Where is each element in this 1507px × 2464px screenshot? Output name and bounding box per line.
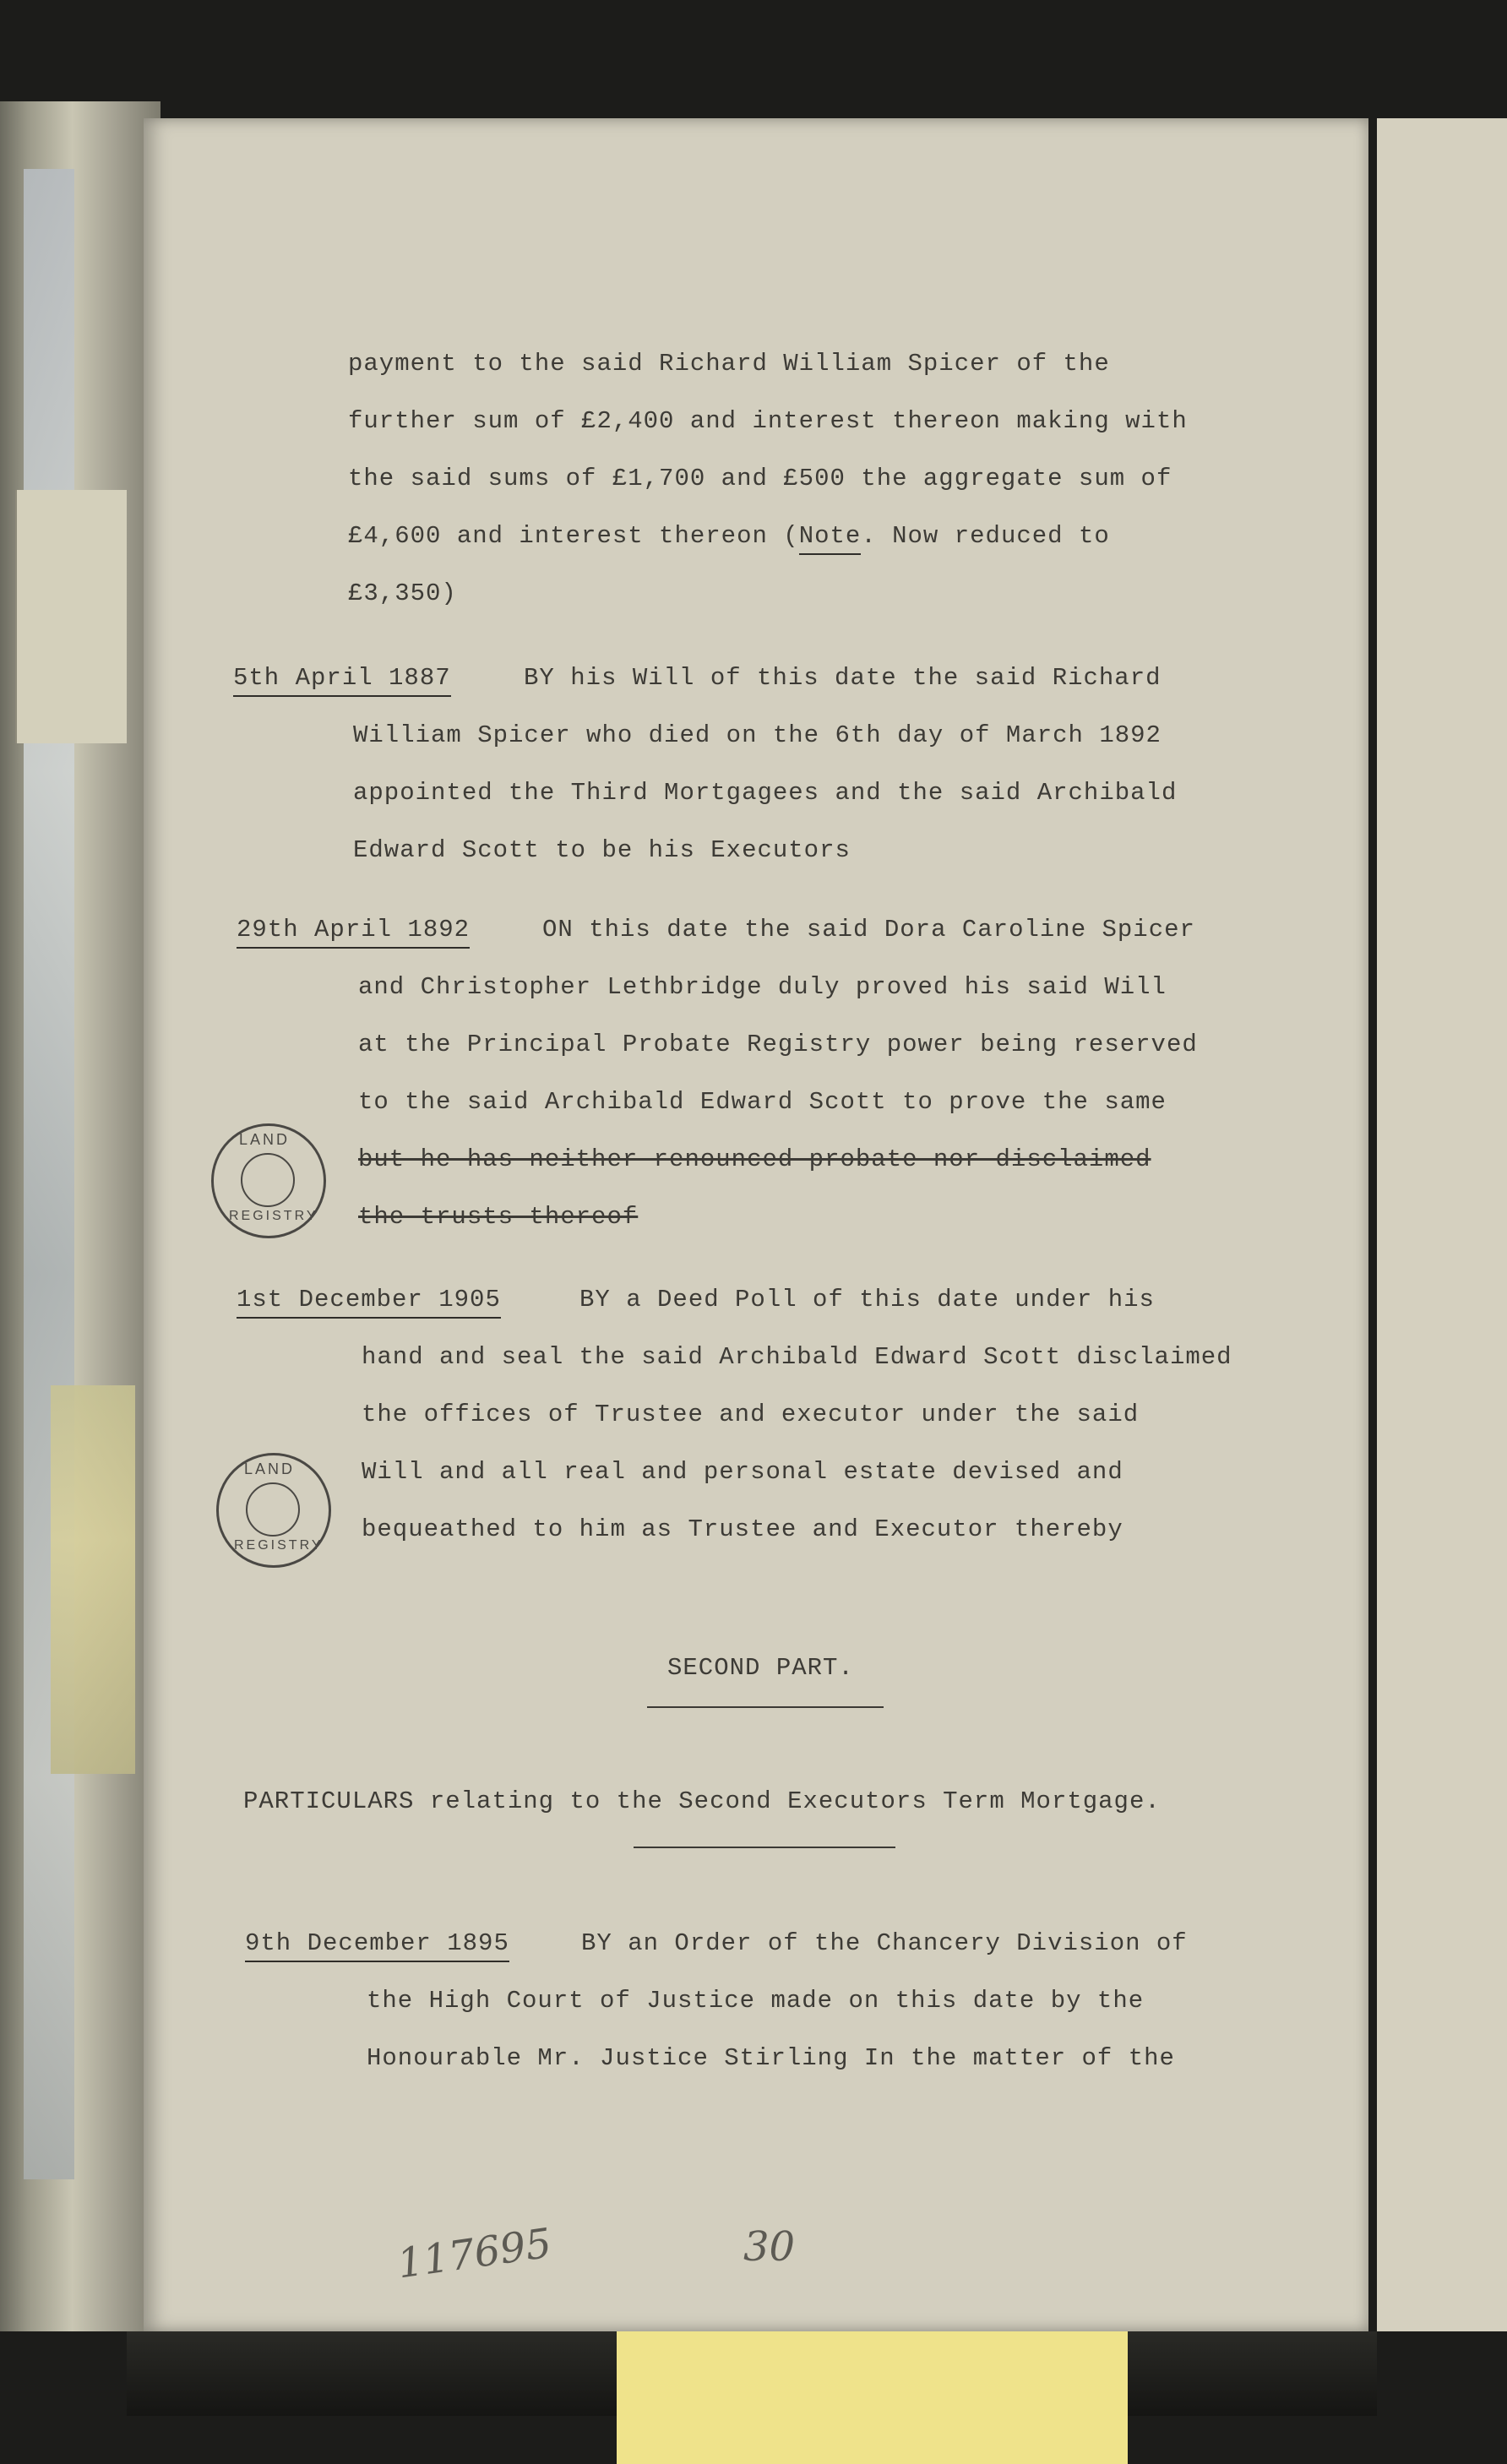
p2-line-4: Edward Scott to be his Executors <box>353 836 851 864</box>
p5-date: 9th December 1895 <box>245 1929 509 1962</box>
p2-date: 5th April 1887 <box>233 664 451 697</box>
p4-line-5: bequeathed to him as Trustee and Executor thereby <box>362 1515 1123 1543</box>
yellow-tape <box>51 1385 135 1774</box>
land-registry-stamp <box>211 1123 326 1238</box>
p4-line-2: hand and seal the said Archibald Edward Scott disclaimed <box>362 1343 1232 1371</box>
note-label: Note <box>799 522 862 555</box>
p2-line-2: William Spicer who died on the 6th day of March 1892 <box>353 721 1162 749</box>
heading-rule <box>647 1706 884 1708</box>
handwritten-reference: 117695 <box>394 2219 555 2288</box>
index-tab <box>15 490 127 743</box>
tab-strip <box>24 169 74 2179</box>
stamp-bottom-text: REGISTRY <box>229 1209 318 1223</box>
sticky-note <box>617 2331 1128 2464</box>
p1-line-3: the said sums of £1,700 and £500 the aggregate sum of <box>348 465 1172 492</box>
p4-line-3: the offices of Trustee and executor under the said <box>362 1401 1140 1428</box>
p3-line-6-struck: the trusts thereof <box>358 1203 639 1231</box>
stamp2-top-text: LAND <box>244 1460 296 1477</box>
stamp2-bottom-text: REGISTRY <box>234 1538 324 1553</box>
p4-line-1: BY a Deed Poll of this date under his <box>579 1286 1155 1314</box>
stamp-emblem-icon <box>241 1153 295 1207</box>
p3-line-3: at the Principal Probate Registry power being reserved <box>358 1031 1198 1058</box>
p3-line-1: ON this date the said Dora Caroline Spicer <box>542 916 1195 944</box>
p2-line-3: appointed the Third Mortgagees and the said Archibald <box>353 779 1178 807</box>
p3-date: 29th April 1892 <box>237 916 470 949</box>
stamp2-emblem-icon <box>246 1482 300 1537</box>
p5-line-1: BY an Order of the Chancery Division of <box>581 1929 1188 1957</box>
particulars-line: PARTICULARS relating to the Second Executors Term Mortgage. <box>243 1787 1161 1815</box>
particulars-rule <box>634 1847 895 1848</box>
p1-line-5: £3,350) <box>348 579 457 607</box>
document-page <box>144 118 1368 2331</box>
p3-line-2: and Christopher Lethbridge duly proved his said Will <box>358 973 1167 1001</box>
p3-line-4: to the said Archibald Edward Scott to prove the same <box>358 1088 1167 1116</box>
p1-line-2: further sum of £2,400 and interest thereon making with <box>348 407 1188 435</box>
p1-line-1: payment to the said Richard William Spicer of the <box>348 350 1110 378</box>
p1-line-4 <box>348 522 1110 550</box>
section-heading: SECOND PART. <box>667 1654 854 1682</box>
handwritten-page-number: 30 <box>743 2223 796 2271</box>
p5-line-2: the High Court of Justice made on this date by the <box>367 1987 1145 2015</box>
p1-line-4a: £4,600 and interest thereon ( <box>348 522 799 550</box>
p2-line-1: BY his Will of this date the said Richard <box>524 664 1162 692</box>
next-page-edge <box>1377 118 1507 2331</box>
p4-date: 1st December 1905 <box>237 1286 501 1319</box>
stamp-top-text: LAND <box>239 1131 291 1148</box>
p4-line-4: Will and all real and personal estate devised and <box>362 1458 1123 1486</box>
p1-line-4b: . Now reduced to <box>861 522 1110 550</box>
p3-line-5-struck: but he has neither renounced probate nor disclaimed <box>358 1145 1151 1173</box>
land-registry-stamp-2 <box>216 1453 331 1568</box>
p5-line-3: Honourable Mr. Justice Stirling In the matter of the <box>367 2044 1175 2072</box>
